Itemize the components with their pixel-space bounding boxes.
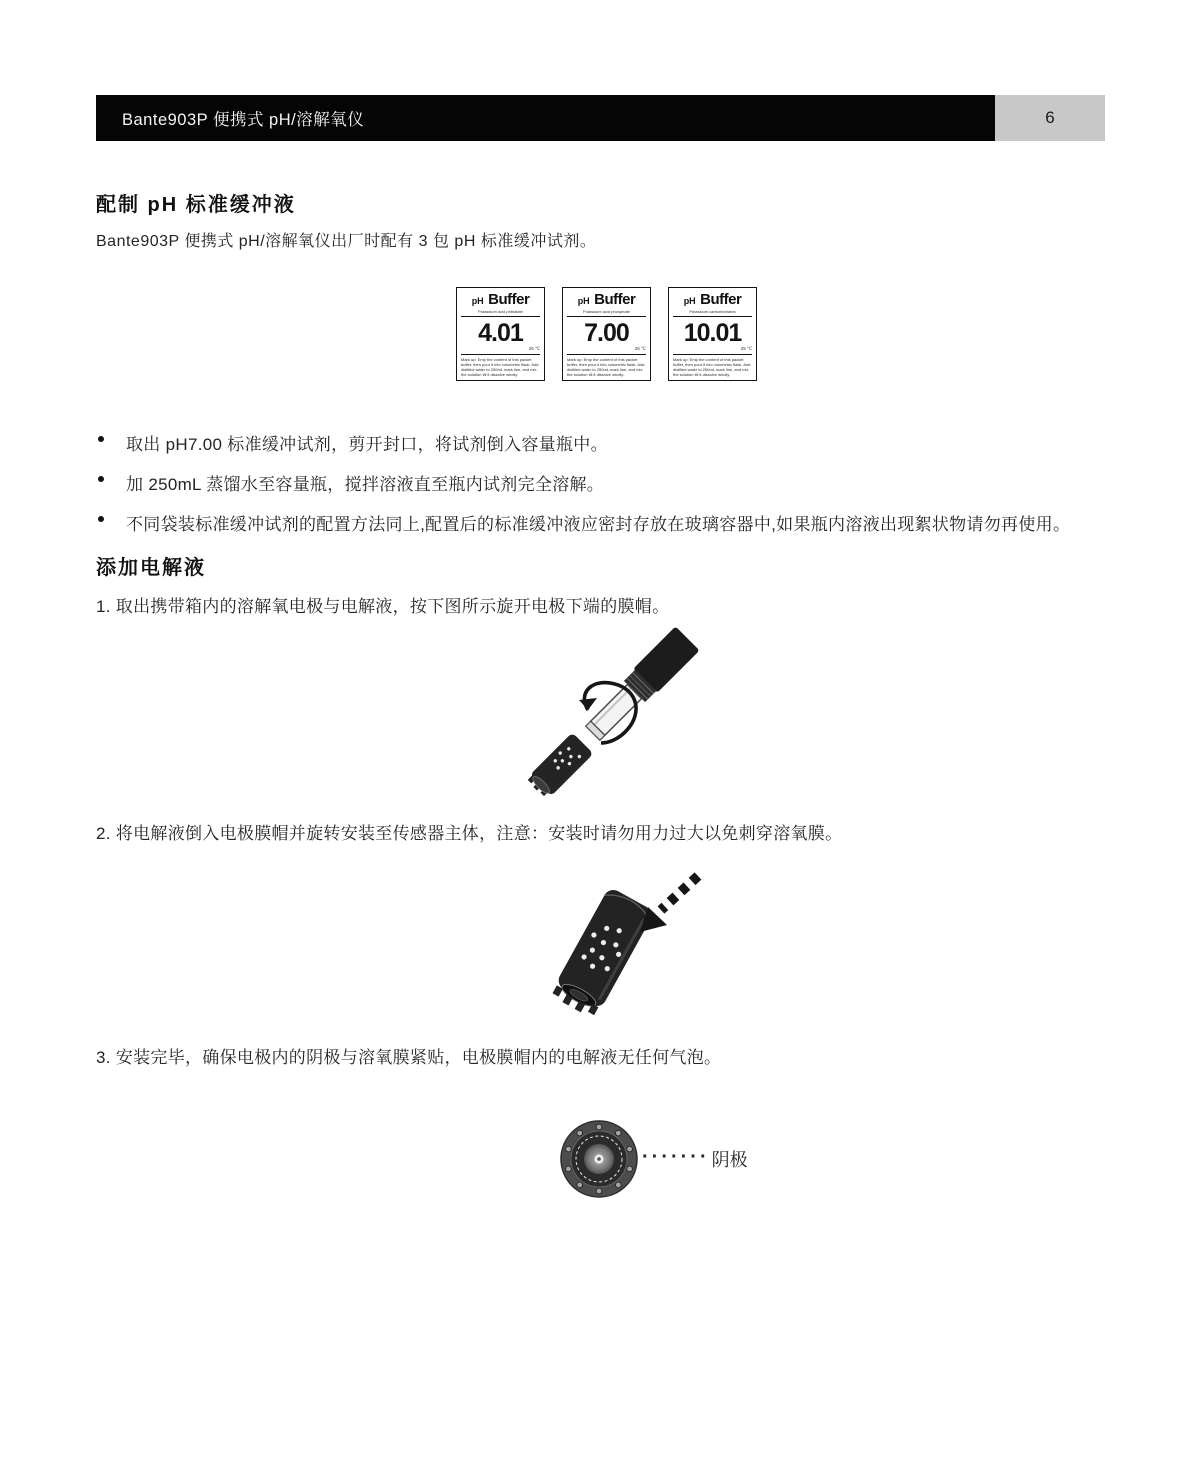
buffer-packet-7.00 [562,287,651,381]
packet-brand-main: Buffer [594,291,636,308]
bullet-dot-icon [98,436,104,442]
packet-value: 10.01 [683,319,742,347]
packet-brand-ph: pH [577,296,590,306]
inner-tube [591,684,642,735]
packet-temperature: 25 ℃ [461,346,540,355]
cathode-label: 阴极 [711,1150,748,1170]
electrode-insert-illustration [543,868,708,1018]
packet-directions: Mark up: Emp the content of this packet buffer, then pour it into volumetric flask. Add distilled water to 250mL mark line, and mix the solution till it dissolve wholly. [673,357,751,377]
electrode-face-figure [558,1118,748,1200]
packet-value: 7.00 [584,319,629,347]
instruction-bullet-list [96,430,1070,550]
packet-brand-main: Buffer [700,291,742,308]
packet-directions: Mark up: Emp the content of this packet buffer, then pour it into volumetric flask. Add distilled water to 250mL mark line, and mix the solution till it dissolve wholly. [567,357,645,377]
bullet-text: 取出 pH7.00 标准缓冲试剂，剪开封口，将试剂倒入容量瓶中。 [126,435,608,454]
packet-brand [461,293,540,308]
packet-brand [673,293,752,308]
step-3-text: 3. 安装完毕，确保电极内的阴极与溶氧膜紧贴，电极膜帽内的电解液无任何气泡。 [96,1048,722,1067]
buffer-packets-row [456,287,757,381]
packet-subtitle: Potassium carbonbidrates [673,309,752,317]
packet-subtitle: Potassium acid phosphate [567,309,646,317]
bullet-dot-icon [98,516,104,522]
bullet-text: 加 250mL 蒸馏水至容量瓶，搅拌溶液直至瓶内试剂完全溶解。 [126,475,605,494]
electrode-face-illustration [558,1118,640,1200]
page-number: 6 [1045,108,1055,127]
packet-subtitle: Potassium acid phthalate [461,309,540,317]
bullet-item [96,470,1070,495]
leader-dots: ······· [642,1146,710,1168]
step-1-text: 1. 取出携带箱内的溶解氧电极与电解液，按下图所示旋开电极下端的膜帽。 [96,597,670,616]
step-2-text: 2. 将电解液倒入电极膜帽并旋转安装至传感器主体，注意：安装时请勿用力过大以免刺穿溶氧膜。 [96,824,843,843]
electrode-unscrew-illustration [515,626,710,802]
packet-temperature: 25 ℃ [673,346,752,355]
buffer-packet-4.01 [456,287,545,381]
packet-brand-ph: pH [471,296,484,306]
packet-value: 4.01 [478,319,523,347]
header-title: Bante903P 便携式 pH/溶解氧仪 [122,111,365,129]
section2-heading: 添加电解液 [96,557,206,579]
packet-brand-ph: pH [683,296,696,306]
bullet-item [96,510,1070,535]
packet-temperature: 25 ℃ [567,346,646,355]
header-bar [96,95,995,141]
bullet-dot-icon [98,476,104,482]
section1-intro: Bante903P 便携式 pH/溶解氧仪出厂时配有 3 包 pH 标准缓冲试剂。 [96,233,597,250]
packet-brand-main: Buffer [488,291,530,308]
dotted-arrow-icon [640,876,698,932]
section1-heading: 配制 pH 标准缓冲液 [96,194,296,216]
bullet-text: 不同袋装标准缓冲试剂的配置方法同上,配置后的标准缓冲液应密封存放在玻璃容器中,如果瓶内溶液出现絮状物请勿再使用。 [126,515,1071,534]
buffer-packet-10.01 [668,287,757,381]
packet-directions: Mark up: Emp the content of this packet buffer, then pour it into volumetric flask. Add distilled water to 250mL mark line, and mix the solution till it dissolve wholly. [461,357,539,377]
bullet-item [96,430,1070,455]
page-number-box [995,95,1105,141]
packet-brand [567,293,646,308]
